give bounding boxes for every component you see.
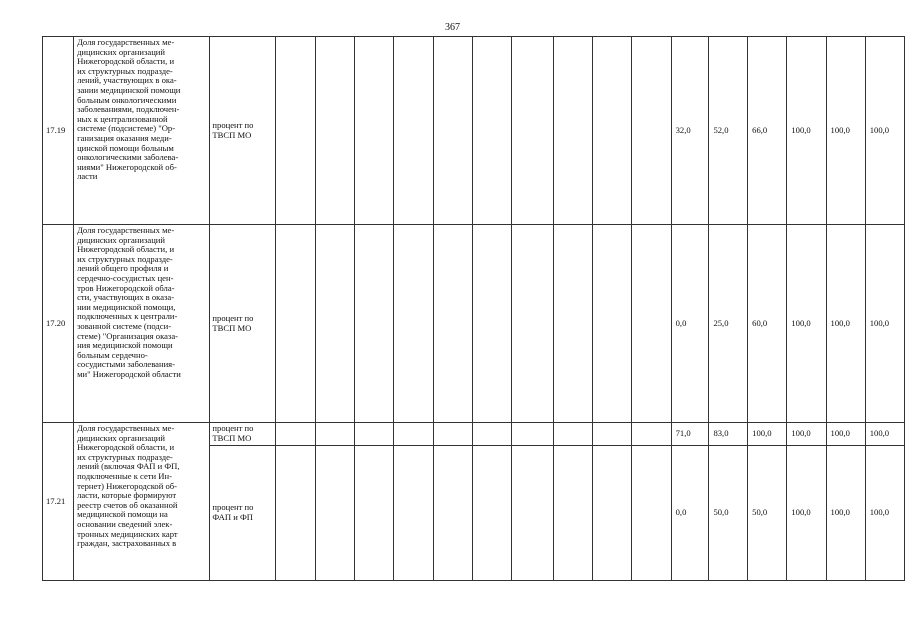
empty-cell [394,225,433,423]
value-cell: 100,0 [826,225,865,423]
empty-cell [276,423,315,446]
table-row [43,423,905,446]
empty-cell [512,423,553,446]
empty-cell [553,225,592,423]
empty-cell [433,446,472,581]
empty-cell [394,423,433,446]
row-number: 17.21 [43,423,74,581]
value-cell: 100,0 [826,37,865,225]
indicator-description: Доля государственных ме- дицинских организаций Нижегородской области, и их структурных подразде- лений (включая ФАП и ФП, подключенные к сети Ин- тернет) Нижегородской об- ласти, которые формируют реестр счетов об оказанной медицинской помощи на основании сведений элек- тронных медицинских карт граждан, застрахованных в [74,423,210,581]
empty-cell [512,225,553,423]
value-cell: 60,0 [748,225,787,423]
empty-cell [592,423,631,446]
empty-cell [632,446,671,581]
row-number: 17.19 [43,37,74,225]
unit-cell: процент по ТВСП МО [210,225,276,423]
unit-cell: процент по ФАП и ФП [210,446,276,581]
value-cell: 0,0 [671,225,709,423]
empty-cell [473,423,512,446]
page-number: 367 [445,22,460,33]
value-cell: 100,0 [787,37,826,225]
value-cell: 50,0 [709,446,748,581]
empty-cell [276,225,315,423]
value-cell: 25,0 [709,225,748,423]
empty-cell [355,225,394,423]
empty-cell [276,37,315,225]
empty-cell [553,423,592,446]
value-cell: 100,0 [865,423,904,446]
empty-cell [433,225,472,423]
unit-cell: процент по ТВСП МО [210,37,276,225]
value-cell: 100,0 [787,225,826,423]
value-cell: 100,0 [826,446,865,581]
empty-cell [473,225,512,423]
empty-cell [632,423,671,446]
empty-cell [473,37,512,225]
value-cell: 50,0 [748,446,787,581]
row-number: 17.20 [43,225,74,423]
empty-cell [632,37,671,225]
empty-cell [394,446,433,581]
value-cell: 100,0 [826,423,865,446]
table-row [43,37,905,225]
indicators-table [42,36,905,581]
empty-cell [394,37,433,225]
empty-cell [632,225,671,423]
empty-cell [355,446,394,581]
value-cell: 100,0 [787,446,826,581]
value-cell: 100,0 [748,423,787,446]
empty-cell [355,423,394,446]
empty-cell [553,446,592,581]
indicator-description: Доля государственных ме- дицинских организаций Нижегородской области, и их структурных подразде- лений, участвующих в ока- зании медицинской помощи больным онкологическими заболеваниями, подключен- ных к централизованной системе (подсистеме) "Ор- ганизация оказания меди- цинской помощи больным онкологическими заболева- ниями" Нижегородской об- ласти [74,37,210,225]
value-cell: 100,0 [865,446,904,581]
empty-cell [276,446,315,581]
empty-cell [592,225,631,423]
empty-cell [355,37,394,225]
empty-cell [315,446,354,581]
empty-cell [433,423,472,446]
empty-cell [473,446,512,581]
value-cell: 32,0 [671,37,709,225]
value-cell: 100,0 [865,37,904,225]
value-cell: 52,0 [709,37,748,225]
empty-cell [315,225,354,423]
empty-cell [592,37,631,225]
table-row [43,225,905,423]
empty-cell [512,446,553,581]
unit-cell: процент по ТВСП МО [210,423,276,446]
value-cell: 100,0 [865,225,904,423]
empty-cell [315,423,354,446]
empty-cell [592,446,631,581]
value-cell: 83,0 [709,423,748,446]
empty-cell [512,37,553,225]
empty-cell [433,37,472,225]
empty-cell [315,37,354,225]
value-cell: 0,0 [671,446,709,581]
value-cell: 100,0 [787,423,826,446]
empty-cell [553,37,592,225]
value-cell: 66,0 [748,37,787,225]
indicator-description: Доля государственных ме- дицинских организаций Нижегородской области, и их структурных подразде- лений общего профиля и сердечно-сосудистых цен- тров Нижегородской обла- сти, участвующих в оказа- нии медицинской помощи, подключенных к централи- зованной системе (подси- стеме) "Организация оказа- ния медицинской помощи больным сердечно- сосудистыми заболевания- ми" Нижегородской области [74,225,210,423]
value-cell: 71,0 [671,423,709,446]
